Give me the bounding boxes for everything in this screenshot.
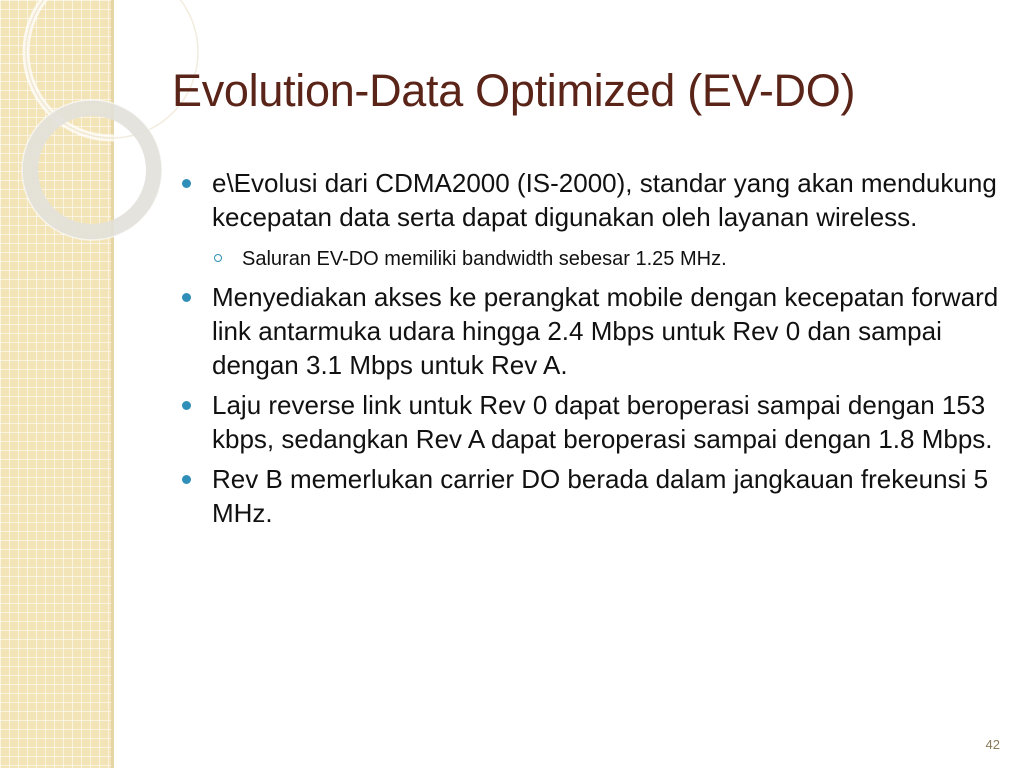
bullet-text: Rev B memerlukan carrier DO berada dalam jangkauan frekeunsi 5 MHz. — [212, 464, 989, 528]
bullet-text: Laju reverse link untuk Rev 0 dapat beroperasi sampai dengan 153 kbps, sedangkan Rev A dapat beroperasi sampai dengan 1.8 Mbps. — [212, 390, 993, 454]
bullet-item — [180, 166, 1000, 234]
sub-bullet-text: Saluran EV-DO memiliki bandwidth sebesar 1.25 MHz. — [242, 248, 727, 270]
bullet-list — [180, 166, 1000, 536]
bullet-dot-icon — [182, 293, 191, 302]
hollow-circle-bullet-icon — [214, 254, 222, 262]
bullet-item — [180, 388, 1000, 456]
slide-title: Evolution-Data Optimized (EV-DO) — [172, 65, 856, 116]
bullet-dot-icon — [182, 179, 191, 188]
decorative-rings-graphic — [0, 0, 200, 260]
bullet-dot-icon — [182, 475, 191, 484]
bullet-item — [180, 462, 1000, 530]
bullet-text: e\Evolusi dari CDMA2000 (IS-2000), standar yang akan mendukung kecepatan data serta dapat digunakan oleh layanan wireless. — [212, 168, 997, 232]
bullet-item — [180, 280, 1000, 382]
sub-bullet-item — [180, 244, 1000, 274]
bullet-text: Menyediakan akses ke perangkat mobile dengan kecepatan forward link antarmuka udara hingga 2.4 Mbps untuk Rev 0 dan sampai dengan 3.1 Mbps untuk Rev A. — [212, 282, 999, 380]
bullet-dot-icon — [182, 401, 191, 410]
page-number: 42 — [985, 737, 1000, 752]
